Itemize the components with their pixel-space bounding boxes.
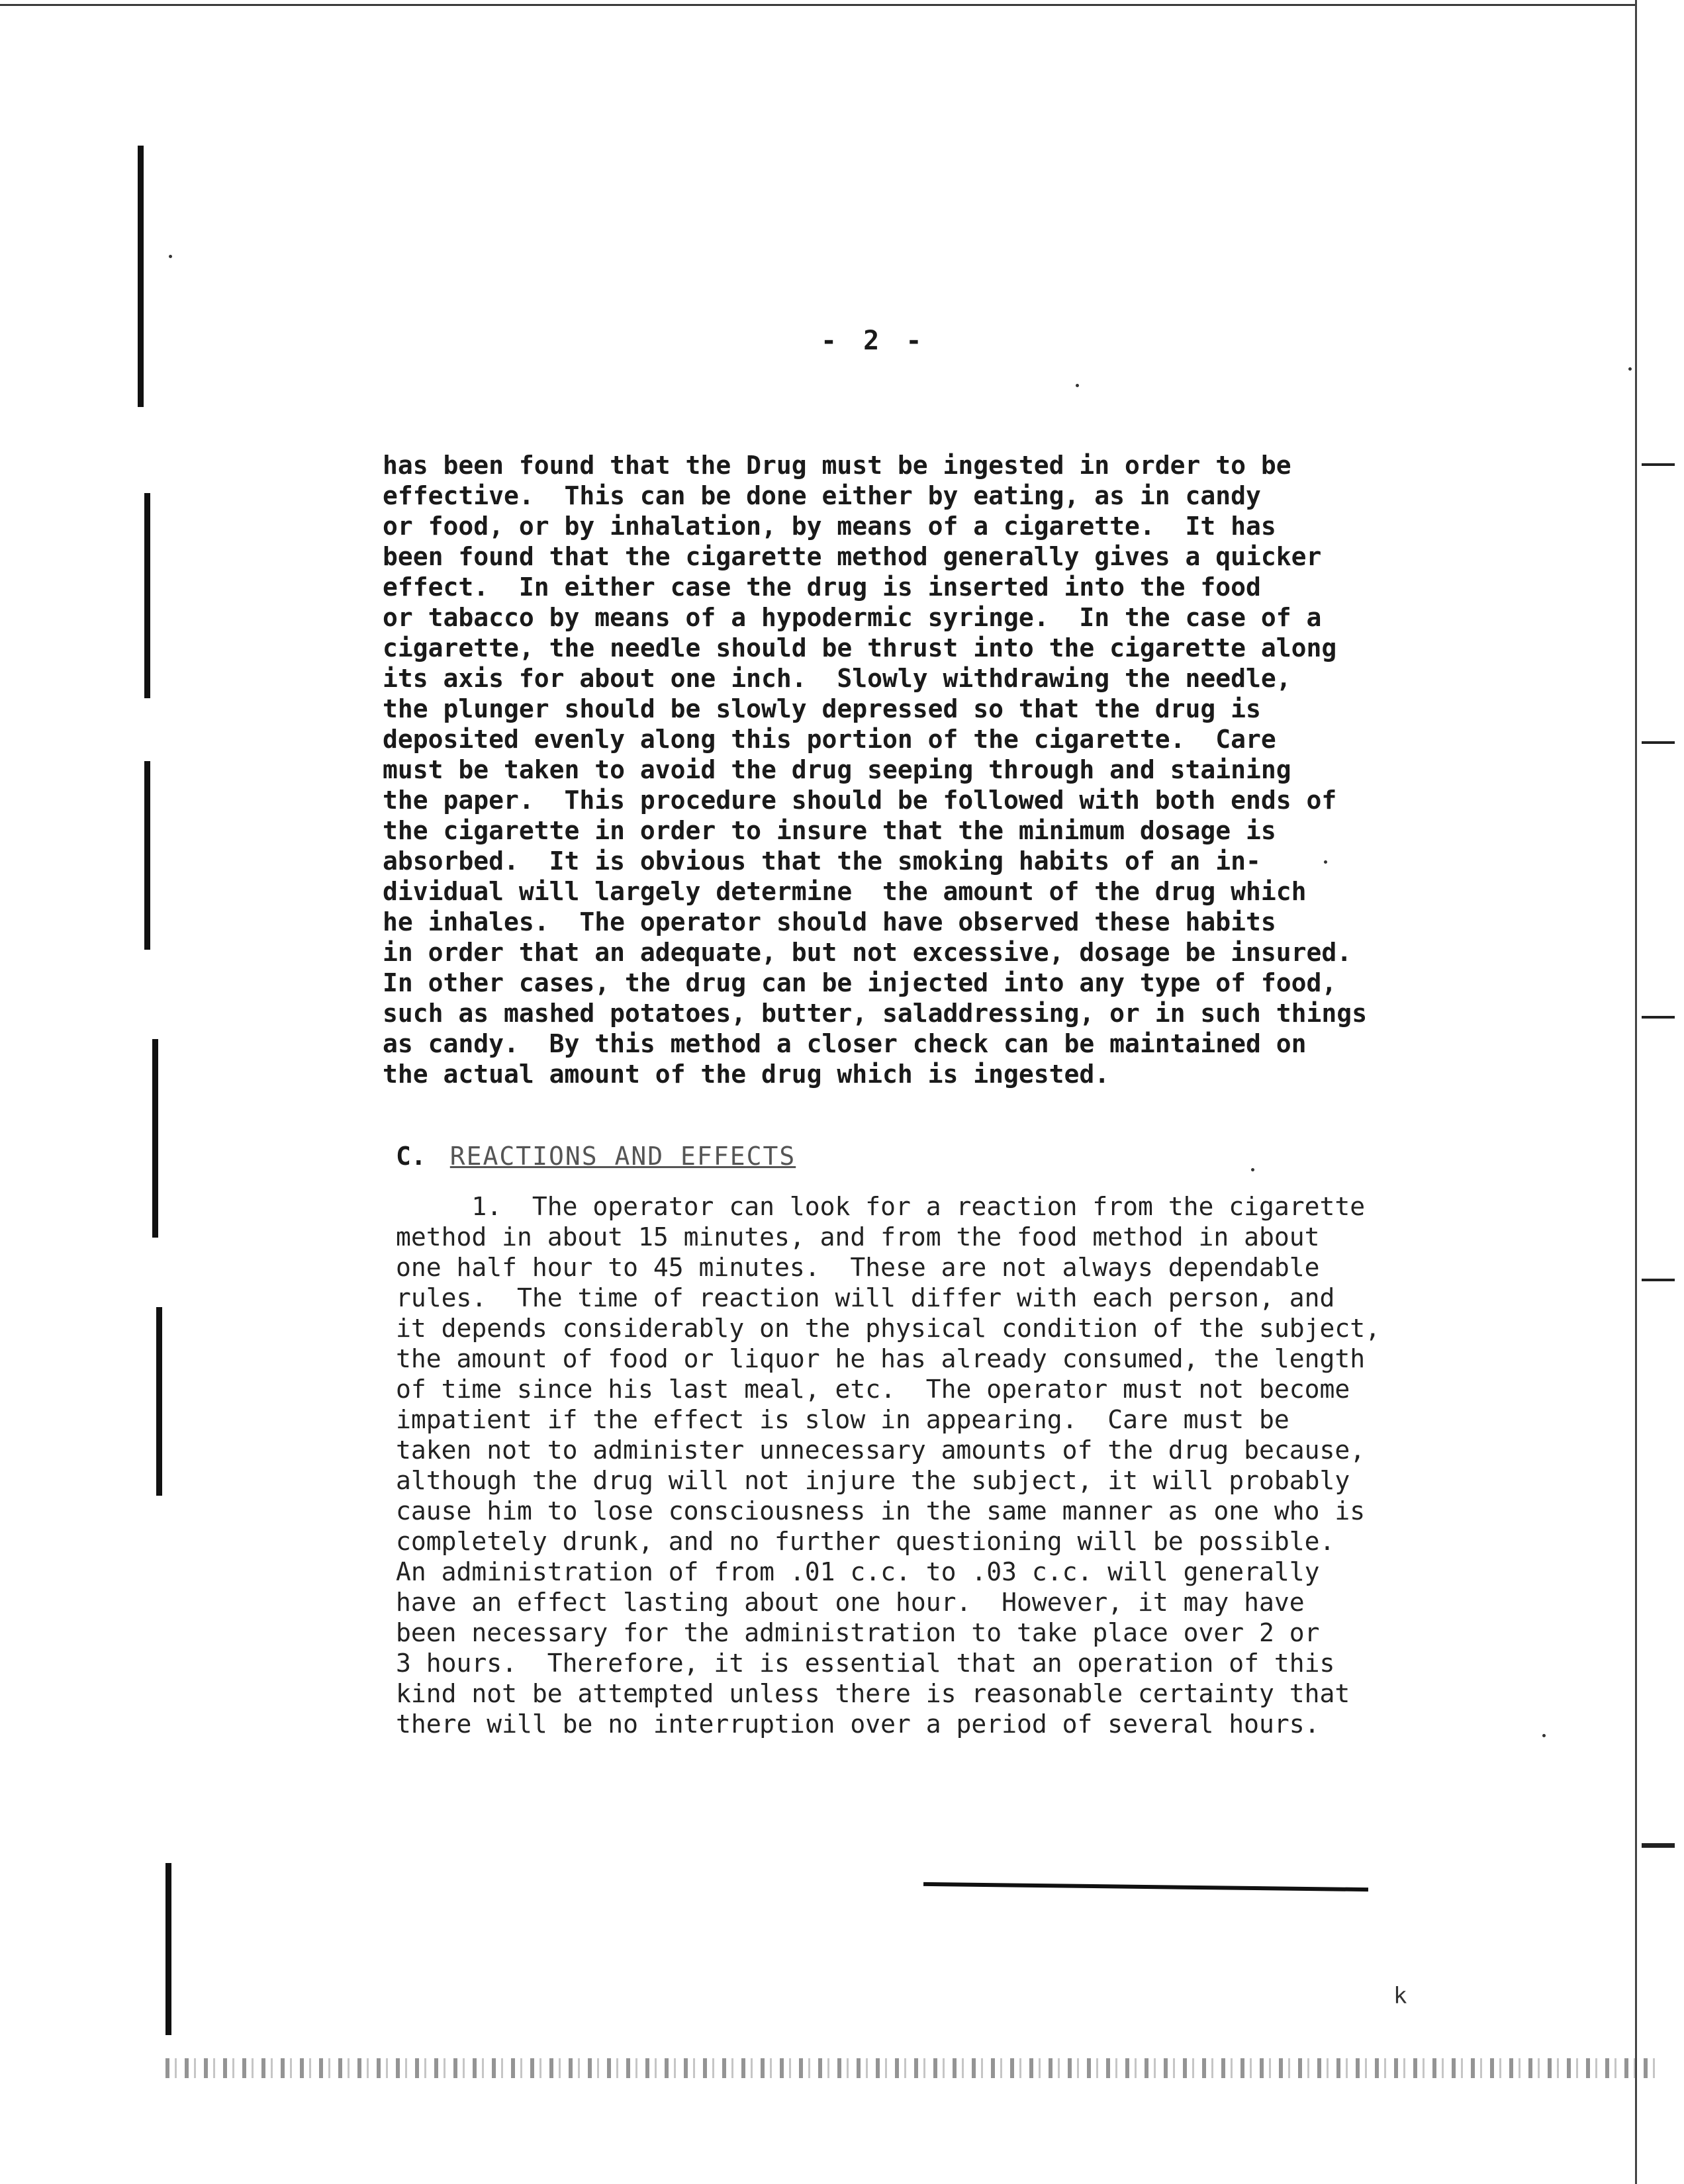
text-line: although the drug will not injure the subject, it will probably bbox=[396, 1466, 1350, 1495]
section-heading bbox=[396, 1142, 796, 1171]
paragraph-reactions bbox=[396, 1191, 1380, 1739]
text-line: cause him to lose consciousness in the same manner as one who is bbox=[396, 1496, 1366, 1525]
text-line: rules. The time of reaction will differ with each person, and bbox=[396, 1283, 1335, 1312]
scan-margin-bar bbox=[152, 1039, 158, 1238]
text-line: the paper. This procedure should be followed with both ends of bbox=[383, 786, 1337, 815]
scan-margin-bar bbox=[144, 761, 150, 950]
scan-right-edge bbox=[1635, 0, 1637, 2184]
scan-margin-tick bbox=[1642, 741, 1675, 744]
scan-margin-bar bbox=[138, 146, 144, 407]
text-line: An administration of from .01 c.c. to .03 c.c. will generally bbox=[396, 1557, 1320, 1586]
corner-mark: k bbox=[1393, 1983, 1407, 2009]
paragraph-drug-administration bbox=[383, 450, 1367, 1089]
text-line: In other cases, the drug can be injected into any type of food, bbox=[383, 968, 1337, 997]
text-line: it depends considerably on the physical condition of the subject, bbox=[396, 1314, 1381, 1343]
text-line: he inhales. The operator should have observed these habits bbox=[383, 907, 1276, 936]
text-line: of time since his last meal, etc. The operator must not become bbox=[396, 1375, 1350, 1404]
signature-rule bbox=[923, 1882, 1368, 1891]
text-line: the actual amount of the drug which is ingested. bbox=[383, 1060, 1110, 1089]
section-letter: C. bbox=[396, 1142, 426, 1171]
text-line: have an effect lasting about one hour. However, it may have bbox=[396, 1588, 1305, 1617]
scan-speck bbox=[1542, 1734, 1546, 1737]
text-line: 1. The operator can look for a reaction from the cigarette bbox=[396, 1192, 1366, 1221]
text-line: the amount of food or liquor he has already consumed, the length bbox=[396, 1344, 1366, 1373]
text-line: taken not to administer unnecessary amounts of the drug because, bbox=[396, 1435, 1366, 1465]
text-line: dividual will largely determine the amount of the drug which bbox=[383, 877, 1307, 906]
scan-speck bbox=[169, 255, 172, 258]
scan-bottom-noise bbox=[165, 2058, 1655, 2078]
text-line: such as mashed potatoes, butter, saladdressing, or in such things bbox=[383, 999, 1368, 1028]
text-line: cigarette, the needle should be thrust into the cigarette along bbox=[383, 633, 1337, 662]
scan-margin-bar bbox=[165, 1863, 171, 2035]
text-line: been found that the cigarette method generally gives a quicker bbox=[383, 542, 1322, 571]
text-line: as candy. By this method a closer check can be maintained on bbox=[383, 1029, 1307, 1058]
scan-margin-tick bbox=[1642, 1016, 1675, 1019]
scan-margin-bar bbox=[156, 1307, 162, 1496]
scan-speck bbox=[1076, 384, 1079, 387]
text-line: completely drunk, and no further questioning will be possible. bbox=[396, 1527, 1335, 1556]
scan-top-edge bbox=[0, 4, 1635, 6]
page-number: - 2 - bbox=[821, 326, 927, 356]
text-line: impatient if the effect is slow in appearing. Care must be bbox=[396, 1405, 1289, 1434]
text-line: or food, or by inhalation, by means of a cigarette. It has bbox=[383, 512, 1276, 541]
text-line: has been found that the Drug must be ingested in order to be bbox=[383, 451, 1291, 480]
scan-speck bbox=[1251, 1168, 1254, 1171]
scan-margin-tick bbox=[1642, 463, 1675, 466]
text-line: one half hour to 45 minutes. These are not always dependable bbox=[396, 1253, 1320, 1282]
text-line: or tabacco by means of a hypodermic syringe. In the case of a bbox=[383, 603, 1322, 632]
scan-speck bbox=[1628, 367, 1632, 371]
text-line: been necessary for the administration to take place over 2 or bbox=[396, 1618, 1320, 1647]
scan-margin-tick bbox=[1642, 1843, 1675, 1848]
text-line: method in about 15 minutes, and from the food method in about bbox=[396, 1222, 1320, 1251]
text-line: deposited evenly along this portion of the cigarette. Care bbox=[383, 725, 1276, 754]
text-line: its axis for about one inch. Slowly withdrawing the needle, bbox=[383, 664, 1291, 693]
text-line: must be taken to avoid the drug seeping through and staining bbox=[383, 755, 1291, 784]
text-line: effect. In either case the drug is inserted into the food bbox=[383, 572, 1261, 602]
text-line: there will be no interruption over a period of several hours. bbox=[396, 1709, 1320, 1739]
text-line: effective. This can be done either by eating, as in candy bbox=[383, 481, 1261, 510]
scan-margin-bar bbox=[144, 493, 150, 698]
text-line: in order that an adequate, but not excessive, dosage be insured. bbox=[383, 938, 1352, 967]
text-line: 3 hours. Therefore, it is essential that an operation of this bbox=[396, 1649, 1335, 1678]
text-line: kind not be attempted unless there is reasonable certainty that bbox=[396, 1679, 1350, 1708]
text-line: the cigarette in order to insure that the minimum dosage is bbox=[383, 816, 1276, 845]
text-line: absorbed. It is obvious that the smoking habits of an in- bbox=[383, 846, 1261, 876]
text-line: the plunger should be slowly depressed so that the drug is bbox=[383, 694, 1261, 723]
scan-margin-tick bbox=[1642, 1279, 1675, 1281]
section-title: REACTIONS AND EFFECTS bbox=[449, 1142, 796, 1171]
